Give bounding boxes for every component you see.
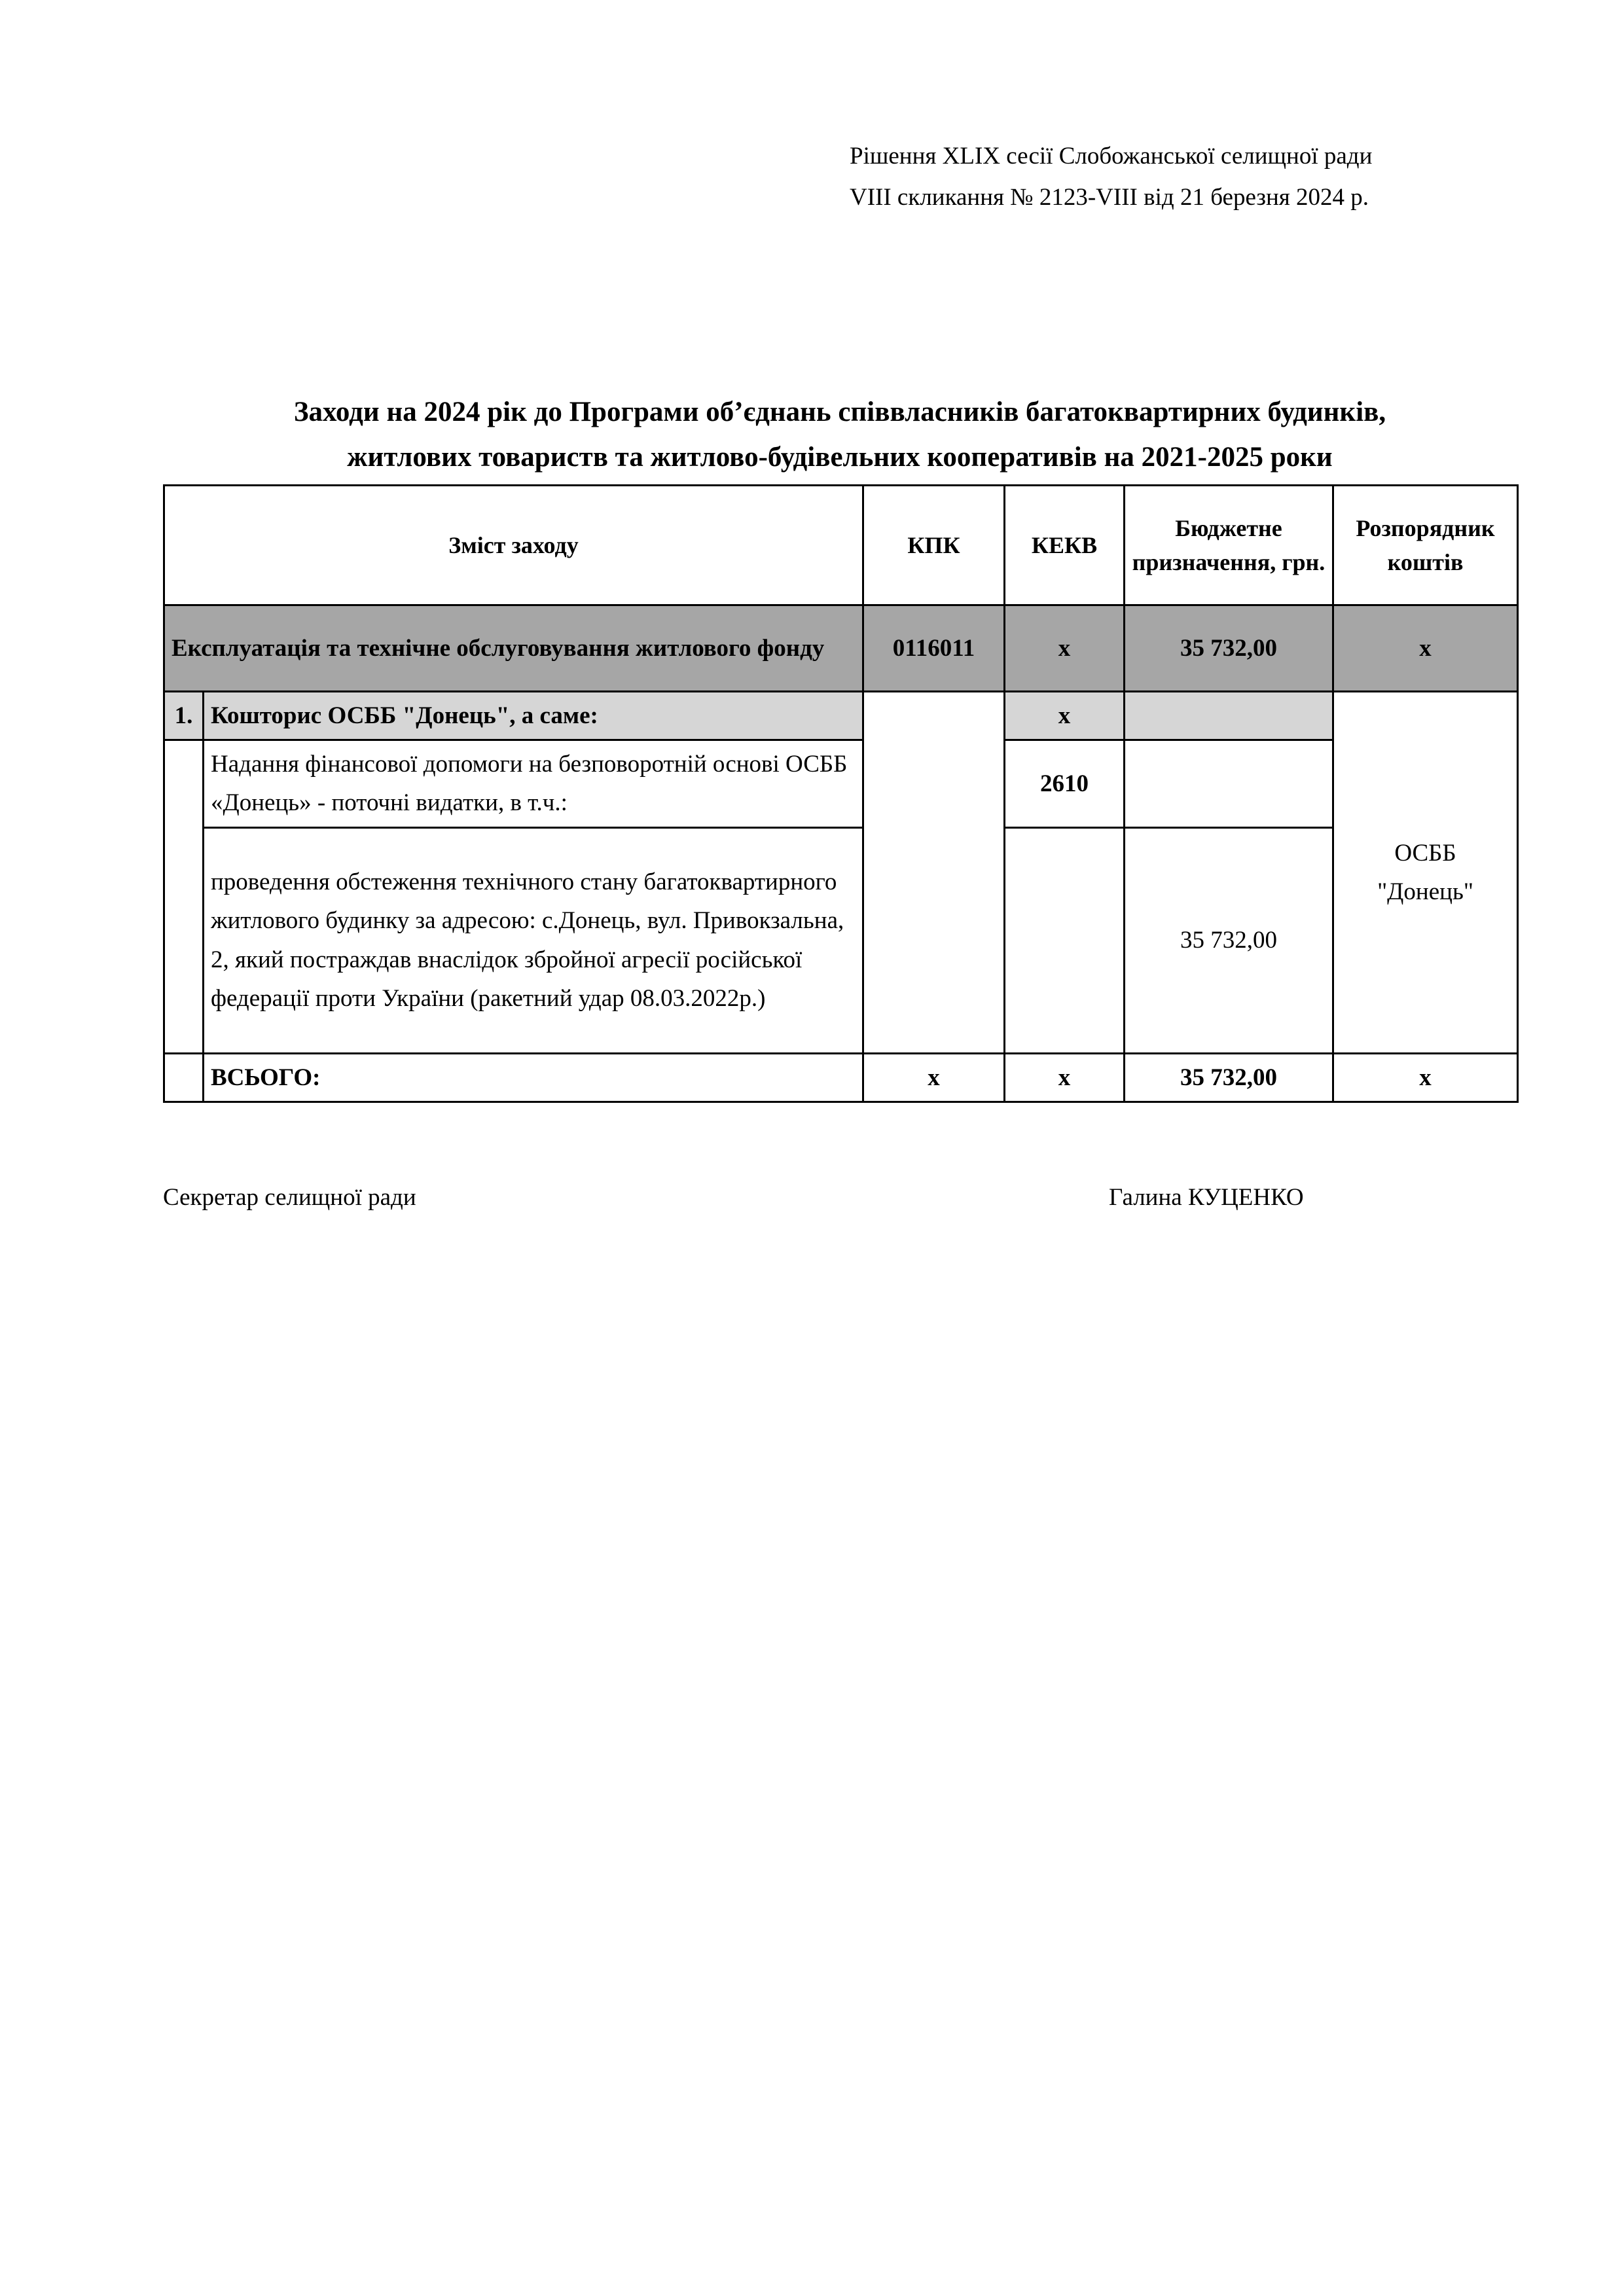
total-label-cell: ВСЬОГО: [204, 1053, 863, 1102]
survey-content-cell: проведення обстеження технічного стану багатоквартирного житлового будинку за адресою: с.Донець, вул. Привокзальна, 2, який постраждав внаслідок збройної агресії російської федерації проти України (ракетний удар 08.03.2022р.) [204, 827, 863, 1053]
row-estimate [164, 692, 1518, 740]
signature-name: Галина КУЦЕНКО [1109, 1184, 1304, 1211]
manager-cell [1333, 692, 1518, 1054]
total-budget-cell: 35 732,00 [1125, 1053, 1333, 1102]
maintenance-budget-cell: 35 732,00 [1125, 605, 1333, 692]
maintenance-kekv-cell: х [1005, 605, 1125, 692]
row-grant [164, 740, 1518, 827]
table-header-row [164, 486, 1518, 605]
document-title [135, 390, 1545, 480]
maintenance-manager-cell: х [1333, 605, 1518, 692]
survey-budget-cell: 35 732,00 [1125, 827, 1333, 1053]
reference-line-2: VIII скликання № 2123-VIII від 21 березня 2024 р. [850, 183, 1369, 211]
row-survey [164, 827, 1518, 1053]
title-line-1: Заходи на 2024 рік до Програми об’єднань співвласників багатоквартирних будинків, [293, 397, 1386, 427]
total-kpk-cell: х [863, 1053, 1005, 1102]
total-number-empty-cell [164, 1053, 204, 1102]
number-empty-cell [164, 740, 204, 1053]
maintenance-kpk-cell: 0116011 [863, 605, 1005, 692]
grant-kekv-cell: 2610 [1005, 740, 1125, 827]
total-kekv-cell: х [1005, 1053, 1125, 1102]
reference-note [850, 136, 1372, 219]
signature-role: Секретар селищної ради [163, 1184, 416, 1211]
grant-budget-empty-cell [1125, 740, 1333, 827]
measures-table [163, 484, 1519, 1103]
header-manager: Розпорядник коштів [1333, 486, 1518, 605]
total-manager-cell: х [1333, 1053, 1518, 1102]
kpk-empty-cell [863, 692, 1005, 1054]
header-budget: Бюджетне призначення, грн. [1125, 486, 1333, 605]
estimate-kekv-cell: х [1005, 692, 1125, 740]
grant-content-cell: Надання фінансової допомоги на безповоротній основі ОСББ «Донець» - поточні видатки, в т.ч.: [204, 740, 863, 827]
row-total [164, 1053, 1518, 1102]
manager-name: ОСББ "Донець" [1377, 839, 1473, 905]
row-maintenance [164, 605, 1518, 692]
reference-line-1: Рішення XLIX сесії Слобожанської селищної ради [850, 143, 1373, 170]
title-line-2: житлових товариств та житлово-будівельних кооперативів на 2021-2025 роки [347, 441, 1333, 473]
estimate-number-cell: 1. [164, 692, 204, 740]
estimate-content-cell: Кошторис ОСББ "Донець", а саме: [204, 692, 863, 740]
header-kekv: КЕКВ [1005, 486, 1125, 605]
signature-block [163, 1183, 1517, 1223]
survey-kekv-empty-cell [1005, 827, 1125, 1053]
maintenance-content-cell: Експлуатація та технічне обслуговування житлового фонду [164, 605, 863, 692]
header-kpk: КПК [863, 486, 1005, 605]
estimate-budget-empty-cell [1125, 692, 1333, 740]
header-content: Зміст заходу [164, 486, 863, 605]
